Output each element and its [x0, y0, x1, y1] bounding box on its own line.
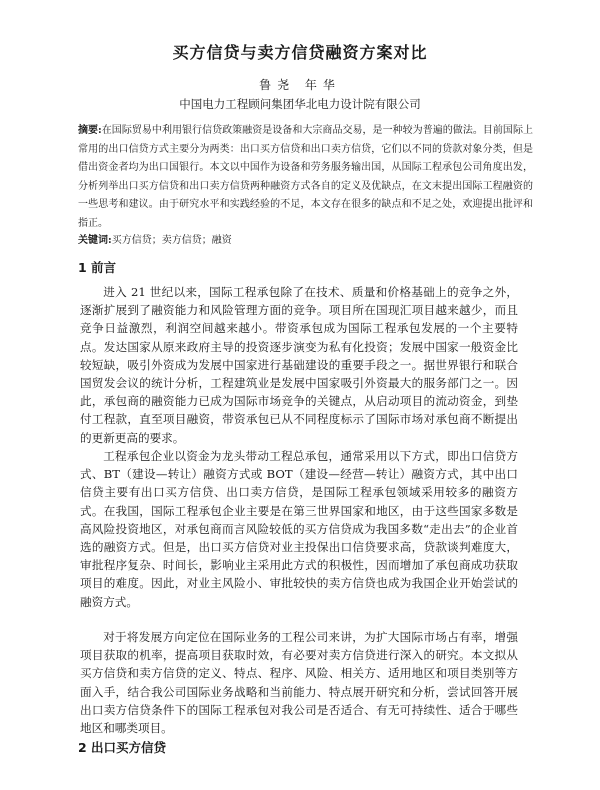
abstract-text: 在国际贸易中利用银行信贷政策融资是设备和大宗商品交易，是一种较为普遍的做法。目前国际上常用的出口信贷方式主要分为两类：出口买方信贷和出口卖方信贷，它们以不同的贷款对象分类，但是借出资金者均为出口国银行。本文以中国作为设备和劳务服务输出国，从国际工程承包公司角度出发，分析列举出口买方信贷和出口卖方信贷两种融资方式各自的定义及优缺点，在文末提出国际工程融资的一些思考和建议。由于研究水平和实践经验的不足，本文存在很多的缺点和不足之处，欢迎提出批评和指正。 [78, 125, 533, 229]
paragraph-1: 进入 21 世纪以来，国际工程承包除了在技术、质量和价格基础上的竞争之外，逐渐扩展到了融资能力和风险管理方面的竞争。项目所在国现汇项目越来越少，而且竞争日益激烈，利润空间越来越小。带资承包成为国际工程承包发展的一个主要特点。发达国家从原来政府主导的投资逐步演变为私有化投资；发展中国家一般资金比较短缺，吸引外资成为发展中国家进行基础建设的重要手段之一。据世界银行和联合国贸发会议的统计分析，工程建筑业是发展中国家吸引外资最大的服务部门之一。因此，承包商的融资能力已成为国际市场竞争的关键点，从启动项目的流动资金，到垫付工程款，直至项目融资，带资承包已从不同程度标示了国际市场对承包商不断提出的更新更高的要求。 [80, 285, 518, 445]
keywords-label: 关键词: [78, 235, 112, 246]
paragraph-3: 对于将发展方向定位在国际业务的工程公司来讲，为扩大国际市场占有率，增强项目获取的机率，提高项目获取时效，有必要对卖方信贷进行深入的研究。本文拟从买方信贷和卖方信贷的定义、特点、程序、风险、相关方、适用地区和项目类别等方面入手，结合我公司国际业务战略和当前能力、特点展开研究和分析，尝试回答开展出口卖方信贷条件下的国际工程承包对我公司是否适合、有无可持续性、适合于哪些地区和哪类项目。 [80, 630, 518, 736]
paper-authors: 鲁尧 年华 [259, 78, 341, 92]
keywords [78, 233, 533, 249]
section-heading-introduction: 1 前言 [78, 260, 117, 275]
paper-affiliation: 中国电力工程顾问集团华北电力设计院有限公司 [179, 97, 421, 111]
paragraph-2: 工程承包企业以资金为龙头带动工程总承包，通常采用以下方式，即出口信贷方式、BT（建设—转让）融资方式或 BOT（建设—经营—转让）融资方式，其中出口信贷主要有出口买方信贷、出口卖方信贷，是国际工程承包领域采用较多的融资方式。在我国，国际工程承包企业主要是在第三世界国家和地区，由于这些国家多数是高风险投资地区，对承包商而言风险较低的买方信贷成为我国多数“走出去”的企业首选的融资方式。但是，出口买方信贷对业主投保出口信贷要求高，贷款谈判难度大，审批程序复杂、时间长，影响业主采用此方式的积极性，因而增加了承包商成功获取项目的难度。因此，对业主风险小、审批较快的卖方信贷也成为我国企业开始尝试的融资方式。 [80, 449, 518, 609]
abstract-label: 摘要: [78, 125, 102, 136]
keywords-text: 买方信贷；卖方信贷；融资 [111, 235, 232, 246]
abstract [78, 122, 533, 233]
section-heading-buyer-credit: 2 出口买方信贷 [78, 740, 167, 755]
paper-title: 买方信贷与卖方信贷融资方案对比 [172, 43, 428, 62]
